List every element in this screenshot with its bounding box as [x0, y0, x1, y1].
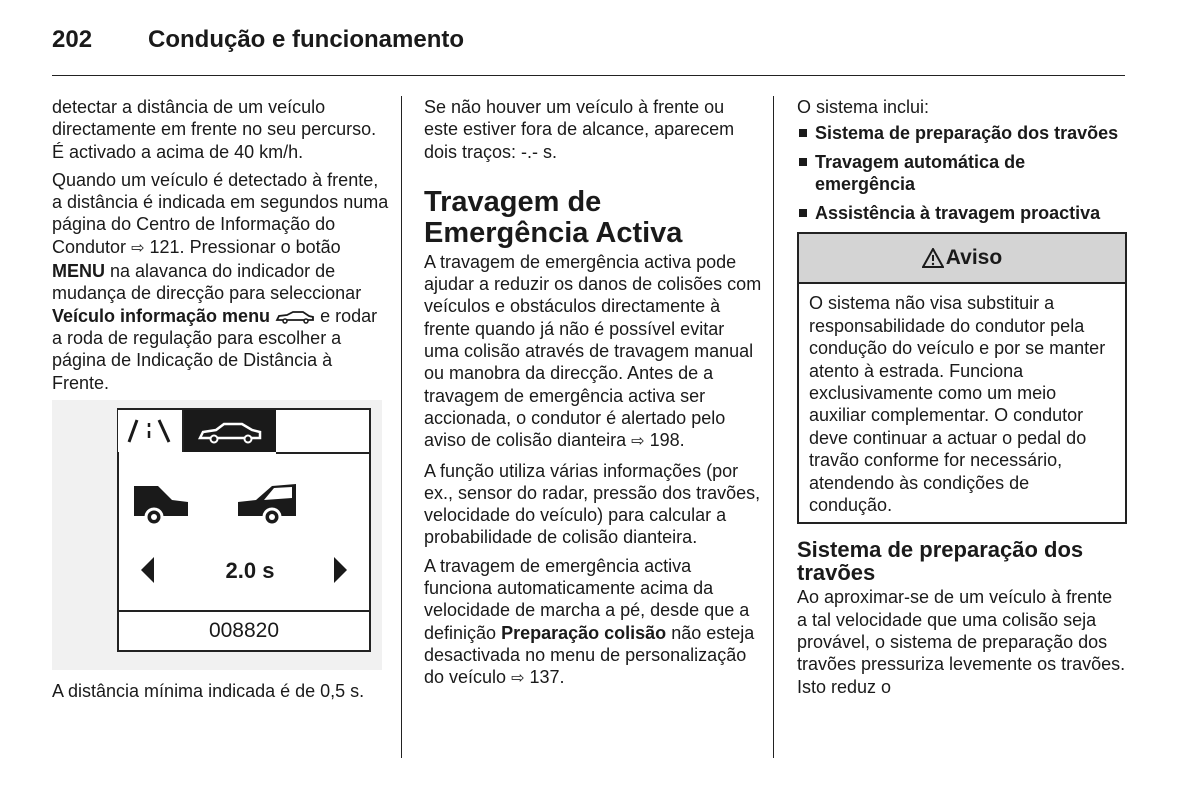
page-ref[interactable]: 198. — [649, 430, 685, 451]
car-outline-icon — [184, 410, 276, 452]
paragraph: Se não houver um veículo à frente ou este estiver fora de alcance, aparecem dois traços: -.- s. — [424, 97, 735, 162]
bullet — [799, 209, 807, 217]
distance-value: 2.0 s — [225, 557, 275, 583]
section-heading: Travagem de Emergência Activa — [424, 185, 683, 249]
paragraph: A função utiliza várias informações (por ex., sensor do radar, pressão dos travões, velocidade do veículo) para calcular a probabilidade de colisão dianteira. — [424, 460, 761, 548]
text: A travagem de emergência activa funciona automaticamente acima da velocidade de marcha a pé, desde que a definição — [424, 555, 750, 643]
feature-list — [797, 122, 1127, 224]
text: e rodar a roda de regulação para escolher a página de Indicação de Distância à Frente. — [52, 305, 378, 393]
column-divider — [773, 96, 774, 758]
bullet — [799, 158, 807, 166]
paragraph — [424, 251, 762, 454]
lane-icon — [118, 410, 184, 452]
paragraph — [424, 555, 762, 691]
setting-name: Preparação colisão — [501, 622, 667, 643]
column-2 — [424, 96, 762, 697]
text: não esteja desactivada no menu de personalização do veículo — [424, 622, 755, 688]
car-menu-icon — [275, 310, 315, 324]
warning-text: O sistema não visa substituir a responsabilidade do condutor pela condução do veículo e por se manter atento à estrada. Funciona exclusivamente como um meio auxiliar complementar. O condutor deve continuar a actuar o pedal do travão conforme for necessário, atendendo às condições de condução. — [809, 293, 1106, 515]
odometer-divider — [119, 610, 369, 612]
text: A travagem de emergência activa pode ajudar a reduzir os danos de colisões com veículos e obstáculos directamente à frente quando já não é possível evitar uma colisão através de travagem manual ou manobra da direcção. Antes de a travagem de emergência activa ser accionada, o condutor é alertado pelo aviso de colisão dianteira — [424, 251, 762, 451]
paragraph: detectar a distância de um veículo directamente em frente no seu percurso. É activado a acima de 40 km/h. — [52, 97, 377, 162]
own-car-rear-icon — [132, 476, 192, 528]
page-ref-arrow-icon: ⇨ — [131, 239, 145, 257]
warning-header — [799, 234, 1125, 284]
menu-name: Veículo informação menu — [52, 305, 271, 326]
list-item — [797, 151, 1127, 195]
vehicle-ahead-icon — [234, 476, 298, 528]
paragraph — [52, 169, 392, 394]
warning-triangle-icon — [922, 248, 944, 268]
paragraph: Ao aproximar-se de um veículo à frente a tal velocidade que uma colisão seja provável, o sistema de preparação dos travões pressuriza levemente os travões. Isto reduz o — [797, 587, 1126, 697]
text: Quando um veículo é detectado à frente, a distância é indicada em segundos numa página do Centro de Informação do Condutor — [52, 169, 389, 257]
paragraph: A distância mínima indicada é de 0,5 s. — [52, 680, 365, 701]
list-item-label: Travagem automática de emergência — [815, 152, 1026, 195]
arrow-right-icon — [332, 556, 348, 584]
warning-box — [797, 232, 1127, 524]
list-item-label: Assistência à travagem proactiva — [815, 203, 1101, 224]
text: Pressionar o botão — [189, 236, 341, 257]
list-item — [797, 122, 1127, 144]
arrow-left-icon — [140, 556, 156, 584]
header-rule — [52, 75, 1125, 76]
column-3 — [797, 96, 1127, 704]
page-title: Condução e funcionamento — [148, 26, 465, 53]
page-ref[interactable]: 137. — [529, 667, 565, 688]
page-ref-arrow-icon: ⇨ — [511, 670, 525, 688]
list-item-label: Sistema de preparação dos travões — [815, 123, 1119, 144]
page-ref[interactable]: 121. — [149, 236, 185, 257]
column-divider — [401, 96, 402, 758]
warning-title: Aviso — [945, 246, 1003, 270]
page-ref-arrow-icon: ⇨ — [631, 433, 645, 451]
paragraph: O sistema inclui: — [797, 97, 930, 117]
column-1 — [52, 96, 392, 708]
vehicle-tab — [184, 410, 276, 452]
bullet — [799, 129, 807, 137]
page-number: 202 — [52, 26, 93, 53]
driver-info-display — [52, 400, 382, 670]
list-item — [797, 202, 1127, 224]
text: na alavanca do indicador de mudança de direcção para seleccionar — [52, 261, 362, 304]
odometer-value: 008820 — [208, 618, 280, 642]
subsection-heading: Sistema de preparação dos travões — [797, 537, 1084, 586]
menu-button-label: MENU — [52, 261, 105, 282]
tab-underline — [276, 452, 369, 454]
